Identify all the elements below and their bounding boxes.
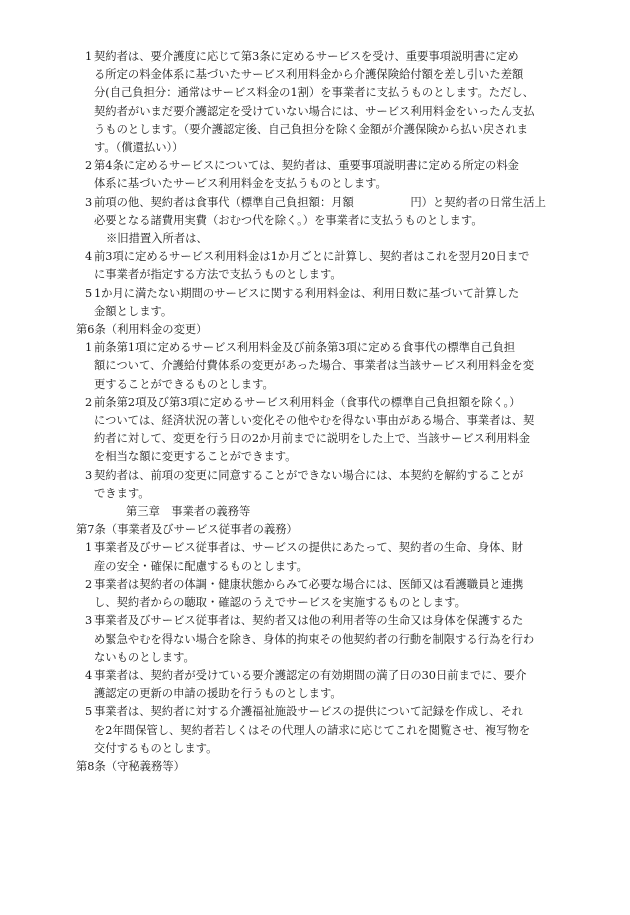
- clause-text: 契約者は、要介護度に応じて第3条に定めるサービスを受け、重要事項説明書に定め る所定の料金体系に基づいたサービス利用料金から介護保険給付額を差し引いた差額 分(自己負担分：通常はサービス料金の1割）を事業者に支払うものとします。ただし、 契約者がいまだ要介護認定を受けていない場合には、サービス利用料金をいったん支払 うものとします。（要介護認定後、自己負担分を除く金額が介護保険から払い戻されま す。（償還払い））: [94, 50, 535, 155]
- clause-item: [76, 248, 558, 284]
- clause-number: 3: [85, 614, 93, 628]
- clause-item: [76, 157, 558, 193]
- clause-item: [76, 612, 558, 667]
- clause-number: 4: [85, 250, 93, 264]
- clause-number: 1: [85, 541, 93, 555]
- article-heading: 第7条（事業者及びサービス従事者の義務）: [76, 523, 298, 537]
- clause-text: 1か月に満たない期間のサービスに関する利用料金は、利用日数に基づいて計算した 金額とします。: [94, 286, 520, 318]
- clause-text: 前項の他、契約者は食事代（標準自己負担額：月額 円）と契約者の日常生活上 必要となる諸費用実費（おむつ代を除く。）を事業者に支払うものとします。: [94, 195, 546, 227]
- clause-number: 3: [85, 468, 93, 482]
- clause-number: 1: [85, 341, 93, 355]
- clause-text: 事業者は契約者の体調・健康状態からみて必要な場合には、医師又は看護職員と連携 し、契約者からの聴取・確認のうえでサービスを実施するものとします。: [94, 577, 524, 610]
- note-text: ※旧措置入所者は、: [106, 232, 208, 246]
- clause-item: [76, 194, 558, 230]
- article-heading: 第8条（守秘義務等）: [76, 759, 185, 773]
- clause-item: [76, 576, 558, 612]
- clause-item: [76, 467, 558, 503]
- clause-number: 2: [85, 577, 93, 591]
- clause-number: 2: [85, 395, 93, 409]
- clause-item: [76, 394, 558, 467]
- clause-item: [76, 285, 558, 321]
- clause-number: 3: [85, 195, 93, 209]
- clause-number: 5: [85, 705, 93, 719]
- clause-item: [76, 48, 558, 157]
- clause-item: [76, 539, 558, 575]
- clause-text: 契約者は、前項の変更に同意することができない場合には、本契約を解約することが できます。: [94, 468, 524, 500]
- clause-item: [76, 667, 558, 703]
- article-heading: 第6条（利用料金の変更）: [76, 323, 208, 337]
- clause-text: 事業者及びサービス従事者は、契約者又は他の利用者等の生命又は身体を保護するた め緊急やむを得ない場合を除き、身体的拘束その他契約者の行動を制限する行為を行わ ないものとします。: [94, 614, 535, 664]
- chapter-heading: 第三章 事業者の義務等: [126, 505, 251, 519]
- document-body: [76, 48, 558, 776]
- clause-item: [76, 703, 558, 758]
- clause-text: 事業者及びサービス従事者は、サービスの提供にあたって、契約者の生命、身体、財 産の安全・確保に配慮するものとします。: [94, 541, 524, 573]
- clause-number: 1: [85, 50, 93, 63]
- clause-item: [76, 339, 558, 394]
- clause-text: 第4条に定めるサービスについては、契約者は、重要事項説明書に定める所定の料金 体系に基づいたサービス利用料金を支払うものとします。: [94, 159, 519, 191]
- clause-text: 事業者は、契約者が受けている要介護認定の有効期間の満了日の30日前までに、要介 護認定の更新の申請の援助を行うものとします。: [94, 668, 527, 701]
- clause-text: 前条第1項に定めるサービス利用料金及び前条第3項に定める食事代の標準自己負担 額について、介護給付費体系の変更があった場合、事業者は当該サービス利用料金を変 更することができるものとします。: [94, 341, 535, 391]
- clause-text: 事業者は、契約者に対する介護福祉施設サービスの提供について記録を作成し、それ を2年間保管し、契約者若しくはその代理人の請求に応じてこれを閲覧させ、複写物を 交付するものとします。: [94, 705, 531, 755]
- clause-number: 4: [85, 668, 93, 682]
- clause-number: 2: [85, 159, 93, 173]
- clause-number: 5: [85, 286, 93, 300]
- clause-text: 前条第2項及び第3項に定めるサービス利用料金（食事代の標準自己負担額を除く。） については、経済状況の著しい変化その他やむを得ない事由がある場合、事業者は、契 約者に対して、変更を行う日の2か月前までに説明をした上で、当該サービス利用料金 を相当な額に変更することができます。: [94, 395, 535, 464]
- clause-text: 前3項に定めるサービス利用料金は1か月ごとに計算し、契約者はこれを翌月20日まで に事業者が指定する方法で支払うものとします。: [94, 250, 530, 282]
